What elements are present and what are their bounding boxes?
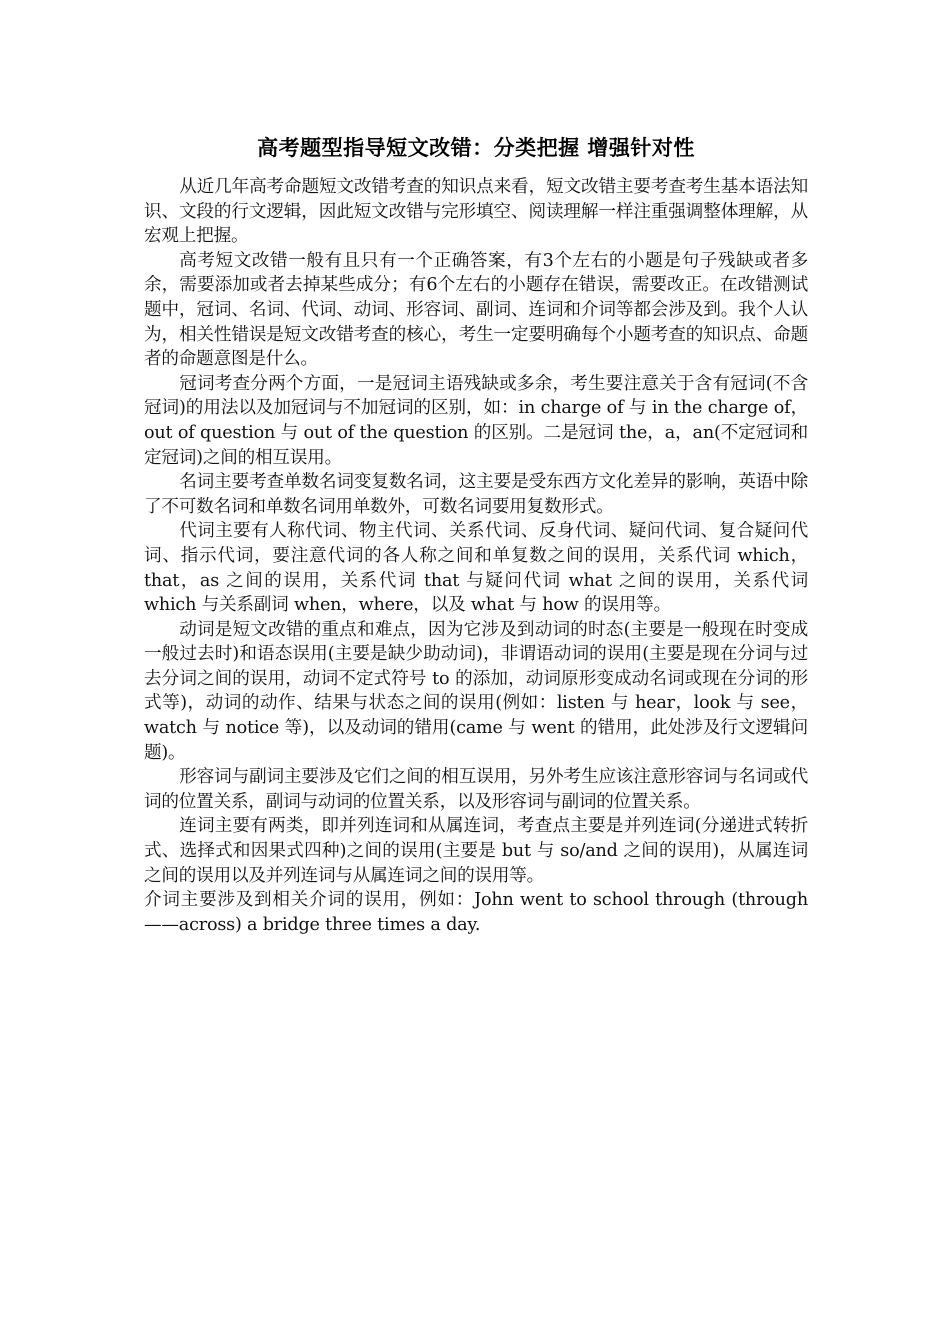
paragraph-prepositions: 介词主要涉及到相关介词的误用，例如：John went to school through (through ——across) a bridge three times a day. (144, 890, 808, 935)
paragraph-articles: 冠词考查分两个方面，一是冠词主语残缺或多余，考生要注意关于含有冠词(不含冠词)的用法以及加冠词与不加冠词的区别，如：in charge of 与 in the charge of，out of question 与 out of the question 的区别。二是冠词 the，a，an(不定冠词和定冠词)之间的相互误用。 (144, 373, 808, 468)
paragraph-overview: 高考短文改错一般有且只有一个正确答案，有3个左右的小题是句子残缺或者多余，需要添加或者去掉某些成分；有6个左右的小题存在错误，需要改正。在改错测试题中，冠词、名词、代词、动词、形容词、副词、连词和介词等都会涉及到。我个人认为，相关性错误是短文改错考查的核心，考生一定要明确每个小题考查的知识点、命题者的命题意图是什么。 (144, 250, 808, 370)
paragraph-adjectives-adverbs: 形容词与副词主要涉及它们之间的相互误用，另外考生应该注意形容词与名词或代词的位置关系，副词与动词的位置关系，以及形容词与副词的位置关系。 (144, 767, 808, 812)
paragraph-intro: 从近几年高考命题短文改错考查的知识点来看，短文改错主要考查考生基本语法知识、文段的行文逻辑，因此短文改错与完形填空、阅读理解一样注重强调整体理解，从宏观上把握。 (144, 177, 808, 247)
paragraph-verbs: 动词是短文改错的重点和难点，因为它涉及到动词的时态(主要是一般现在时变成一般过去时)和语态误用(主要是缺少助动词)，非谓语动词的误用(主要是现在分词与过去分词之间的误用，动词不定式符号 to 的添加，动词原形变成动名词或现在分词的形式等)，动词的动作、结果与状态之间的误用(例如：listen 与 hear，look 与 see，watch 与 notice 等)，以及动词的错用(came 与 went 的错用，此处涉及行文逻辑问题)。 (144, 619, 808, 763)
document-title: 高考题型指导短文改错：分类把握 增强针对性 (257, 136, 695, 160)
paragraph-conjunctions: 连词主要有两类，即并列连词和从属连词，考查点主要是并列连词(分递进式转折式、选择式和因果式四种)之间的误用(主要是 but 与 so/and 之间的误用)，从属连词之间的误用以及并列连词与从属连词之间的误用等。 (144, 816, 808, 886)
paragraph-nouns: 名词主要考查单数名词变复数名词，这主要是受东西方文化差异的影响，英语中除了不可数名词和单数名词用单数外，可数名词要用复数形式。 (144, 472, 808, 517)
document-body (144, 133, 808, 937)
paragraph-pronouns: 代词主要有人称代词、物主代词、关系代词、反身代词、疑问代词、复合疑问代词、指示代词，要注意代词的各人称之间和单复数之间的误用，关系代词 which，that，as 之间的误用，关系代词 that 与疑问代词 what 之间的误用，关系代词 which 与关系副词 when，where，以及 what 与 how 的误用等。 (144, 521, 808, 616)
